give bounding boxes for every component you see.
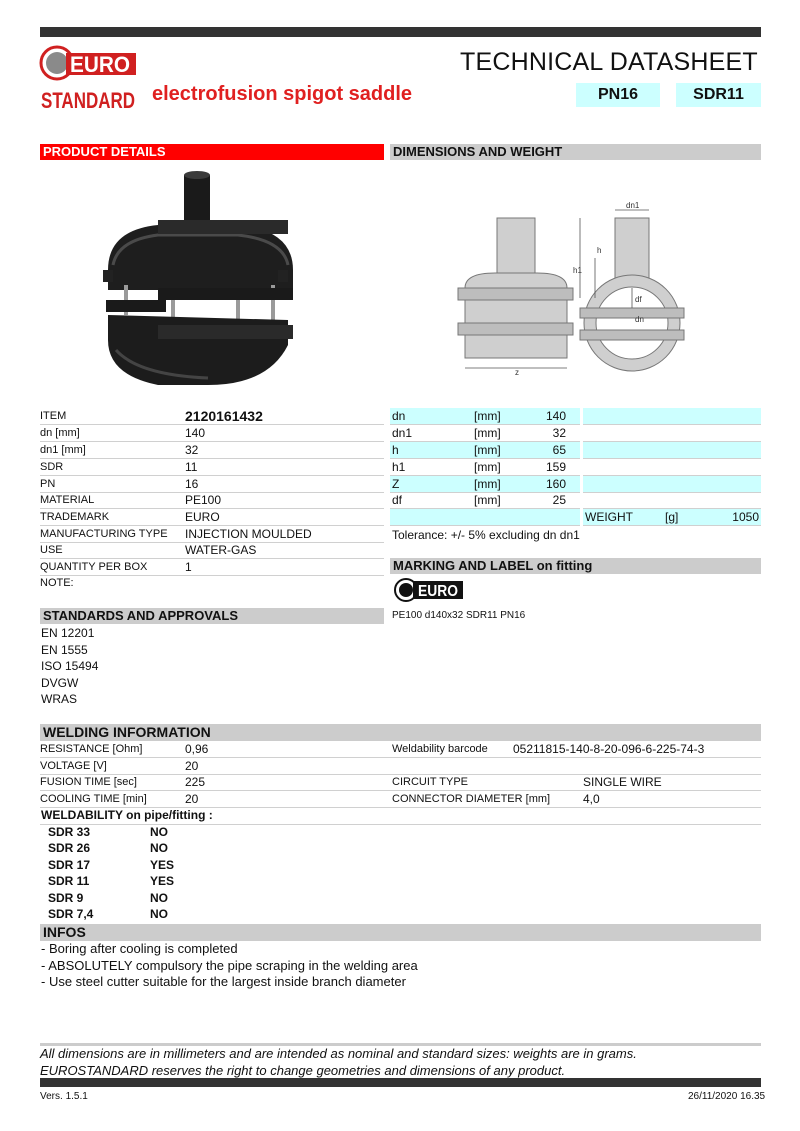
weldability-result: YES [150, 874, 175, 888]
product-subtitle: electrofusion spigot saddle [152, 83, 413, 105]
pn-badge: PN16 [576, 83, 660, 107]
section-dimensions: DIMENSIONS AND WEIGHT [390, 144, 761, 160]
info-item: - ABSOLUTELY compulsory the pipe scraping in the welding area [41, 958, 418, 973]
weight-label: WEIGHT [585, 510, 633, 524]
tolerance-note: Tolerance: +/- 5% excluding dn dn1 [392, 528, 580, 542]
page-title: TECHNICAL DATASHEET [460, 48, 758, 76]
welding-row: RESISTANCE [Ohm] 0,96 Weldability barcode 05211815-140-8-20-096-6-225-74-3 [40, 741, 761, 758]
weldability-result: YES [150, 858, 175, 872]
dim-label-df: df [635, 295, 642, 304]
weldability-result: NO [150, 891, 168, 905]
section-welding: WELDING INFORMATION [40, 724, 761, 741]
weldability-sdr: SDR 33 [48, 825, 91, 839]
product-row-dn1: dn1 [mm] 32 [40, 442, 384, 459]
dim-label-h1: h1 [573, 266, 582, 275]
dim-label-z: z [515, 368, 519, 377]
svg-text:STANDARD: STANDARD [41, 88, 135, 113]
date-label: 26/11/2020 16.35 [688, 1091, 766, 1102]
dim-blank-cell [583, 425, 761, 442]
product-row-trademark: TRADEMARK EURO [40, 509, 384, 526]
dim-label-h: h [597, 246, 602, 255]
product-row-note: NOTE: [40, 577, 74, 589]
dim-label-dn1: dn1 [626, 201, 640, 210]
standard-item: EN 12201 [41, 626, 95, 640]
euro-marking-logo [394, 577, 464, 603]
dimension-drawing [455, 198, 695, 378]
weight-unit: [g] [665, 510, 679, 524]
standard-item: WRAS [41, 692, 77, 706]
dim-blank-cell [583, 492, 761, 509]
dim-blank-cell [583, 459, 761, 476]
bottom-bar [40, 1078, 761, 1087]
svg-text:EURO: EURO [418, 583, 458, 600]
section-standards: STANDARDS AND APPROVALS [40, 608, 384, 624]
version-label: Vers. 1.5.1 [40, 1091, 88, 1102]
product-row-pn: PN 16 [40, 476, 384, 493]
dim-row-z: Z [mm] 160 [390, 476, 580, 493]
dim-label-dn: dn [635, 315, 644, 324]
product-row-manufacturing: MANUFACTURING TYPE INJECTION MOULDED [40, 526, 384, 543]
dim-row-dn1: dn1 [mm] 32 [390, 425, 580, 442]
dim-blank-cell [583, 442, 761, 459]
section-infos: INFOS [40, 924, 761, 941]
weldability-sdr: SDR 11 [48, 874, 90, 888]
section-product-details: PRODUCT DETAILS [40, 144, 384, 160]
product-row-item: ITEM 2120161432 [40, 408, 384, 425]
info-item: - Boring after cooling is completed [41, 941, 238, 956]
svg-text:EURO: EURO [70, 52, 130, 77]
product-row-sdr: SDR 11 [40, 459, 384, 476]
product-row-quantity: QUANTITY PER BOX 1 [40, 559, 384, 576]
weldability-sdr: SDR 17 [48, 858, 91, 872]
footer-note-2: EUROSTANDARD reserves the right to change geometries and dimensions of any product. [40, 1063, 566, 1078]
marking-text: PE100 d140x32 SDR11 PN16 [392, 610, 526, 621]
weight-value: 1050 [732, 510, 759, 524]
eurostandard-logo [40, 45, 140, 115]
weldability-sdr: SDR 9 [48, 891, 84, 905]
dim-row-empty [390, 509, 580, 526]
weldability-result: NO [150, 825, 168, 839]
sdr-badge: SDR11 [676, 83, 761, 107]
dim-row-h1: h1 [mm] 159 [390, 459, 580, 476]
product-image [98, 170, 298, 395]
divider [40, 824, 761, 825]
welding-row: COOLING TIME [min] 20 CONNECTOR DIAMETER [mm] 4,0 [40, 791, 761, 808]
product-row-material: MATERIAL PE100 [40, 492, 384, 509]
dim-blank-cell [583, 408, 761, 425]
weldability-result: NO [150, 841, 168, 855]
dim-row-dn: dn [mm] 140 [390, 408, 580, 425]
dim-row-df: df [mm] 25 [390, 492, 580, 509]
weight-row [583, 509, 761, 526]
standard-item: EN 1555 [41, 643, 88, 657]
product-row-use: USE WATER-GAS [40, 542, 384, 559]
dim-blank-cell [583, 476, 761, 493]
section-marking: MARKING AND LABEL on fitting [390, 558, 761, 574]
weldability-sdr: SDR 26 [48, 841, 91, 855]
info-item: - Use steel cutter suitable for the largest inside branch diameter [41, 974, 406, 989]
welding-row: VOLTAGE [V] 20 [40, 758, 761, 775]
weldability-title: WELDABILITY on pipe/fitting : [41, 808, 213, 822]
standard-item: DVGW [41, 676, 79, 690]
dim-row-h: h [mm] 65 [390, 442, 580, 459]
welding-row: FUSION TIME [sec] 225 CIRCUIT TYPE SINGLE WIRE [40, 774, 761, 791]
top-bar [40, 27, 761, 37]
standard-item: ISO 15494 [41, 659, 99, 673]
weldability-sdr: SDR 7,4 [48, 907, 94, 921]
product-row-dn: dn [mm] 140 [40, 425, 384, 442]
footer-note-1: All dimensions are in millimeters and are intended as nominal and standard sizes: weights are in grams. [40, 1046, 637, 1061]
weldability-result: NO [150, 907, 168, 921]
